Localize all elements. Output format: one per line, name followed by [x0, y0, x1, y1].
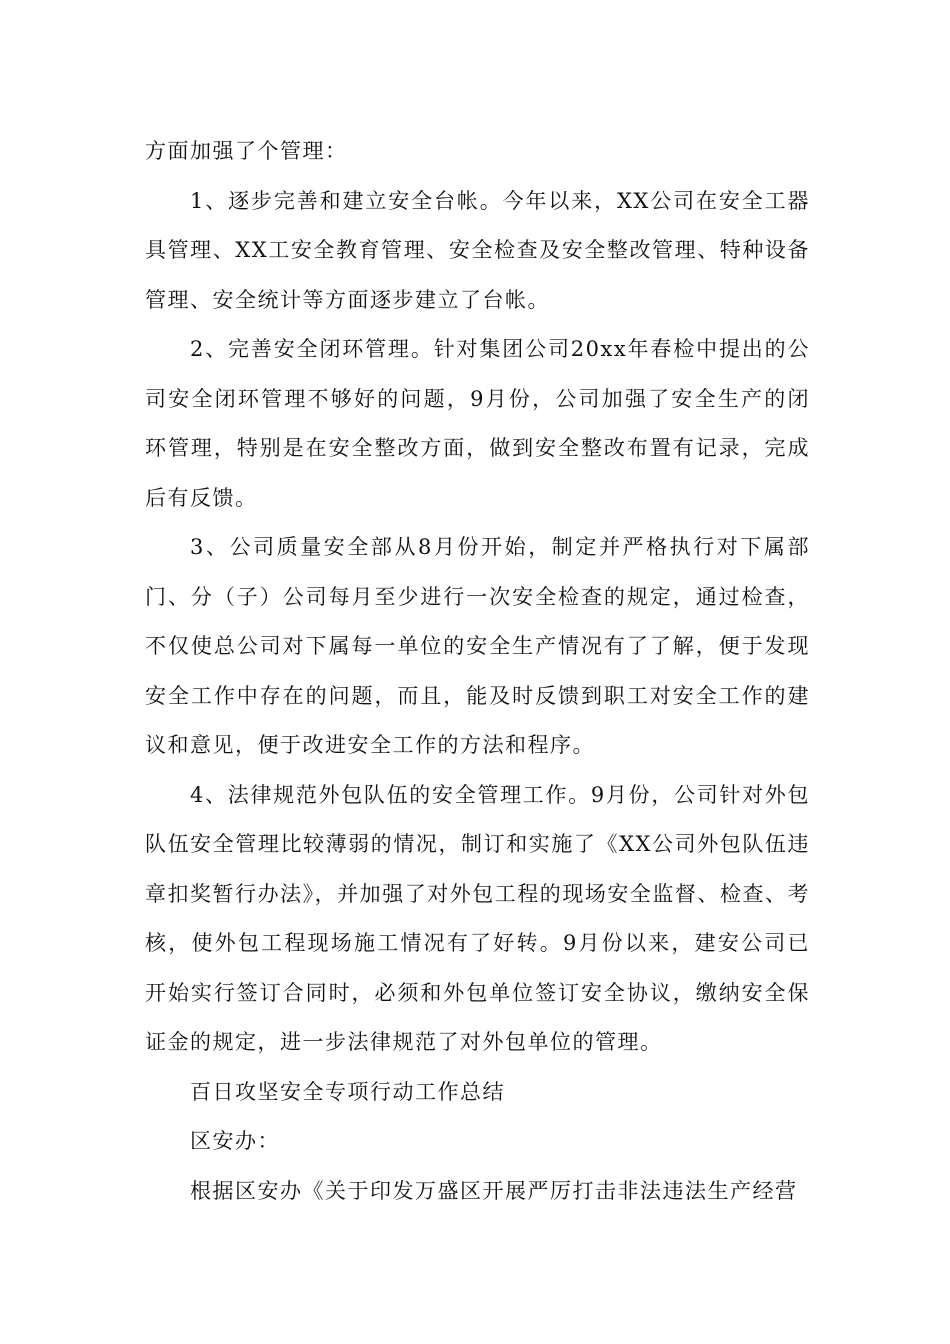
- document-body: [145, 127, 810, 1216]
- paragraph-item-4: 4、法律规范外包队伍的安全管理工作。9月份，公司针对外包队伍安全管理比较薄弱的情况，制订和实施了《XX公司外包队伍违章扣奖暂行办法》，并加强了对外包工程的现场安全监督、检查、考核，使外包工程现场施工情况有了好转。9月份以来，建安公司已开始实行签订合同时，必须和外包单位签订安全协议，缴纳安全保证金的规定，进一步法律规范了对外包单位的管理。: [145, 782, 810, 1054]
- paragraph-item-2: 2、完善安全闭环管理。针对集团公司20xx年春检中提出的公司安全闭环管理不够好的问题，9月份，公司加强了安全生产的闭环管理，特别是在安全整改方面，做到安全整改布置有记录，完成后有反馈。: [145, 337, 810, 510]
- section-title: 百日攻坚安全专项行动工作总结: [190, 1079, 505, 1104]
- paragraph-item-1: 1、逐步完善和建立安全台帐。今年以来，XX公司在安全工器具管理、XX工安全教育管理、安全检查及安全整改管理、特种设备管理、安全统计等方面逐步建立了台帐。: [145, 188, 810, 312]
- paragraph-intro: 方面加强了个管理：: [145, 139, 348, 163]
- paragraph-item-3: 3、公司质量安全部从8月份开始，制定并严格执行对下属部门、分（子）公司每月至少进行一次安全检查的规定，通过检查，不仅使总公司对下属每一单位的安全生产情况有了了解，便于发现安全工作中存在的问题，而且，能及时反馈到职工对安全工作的建议和意见，便于改进安全工作的方法和程序。: [145, 535, 810, 757]
- salutation: 区安办：: [190, 1129, 280, 1153]
- paragraph-body-start: 根据区安办《关于印发万盛区开展严厉打击非法违法生产经营: [190, 1178, 798, 1203]
